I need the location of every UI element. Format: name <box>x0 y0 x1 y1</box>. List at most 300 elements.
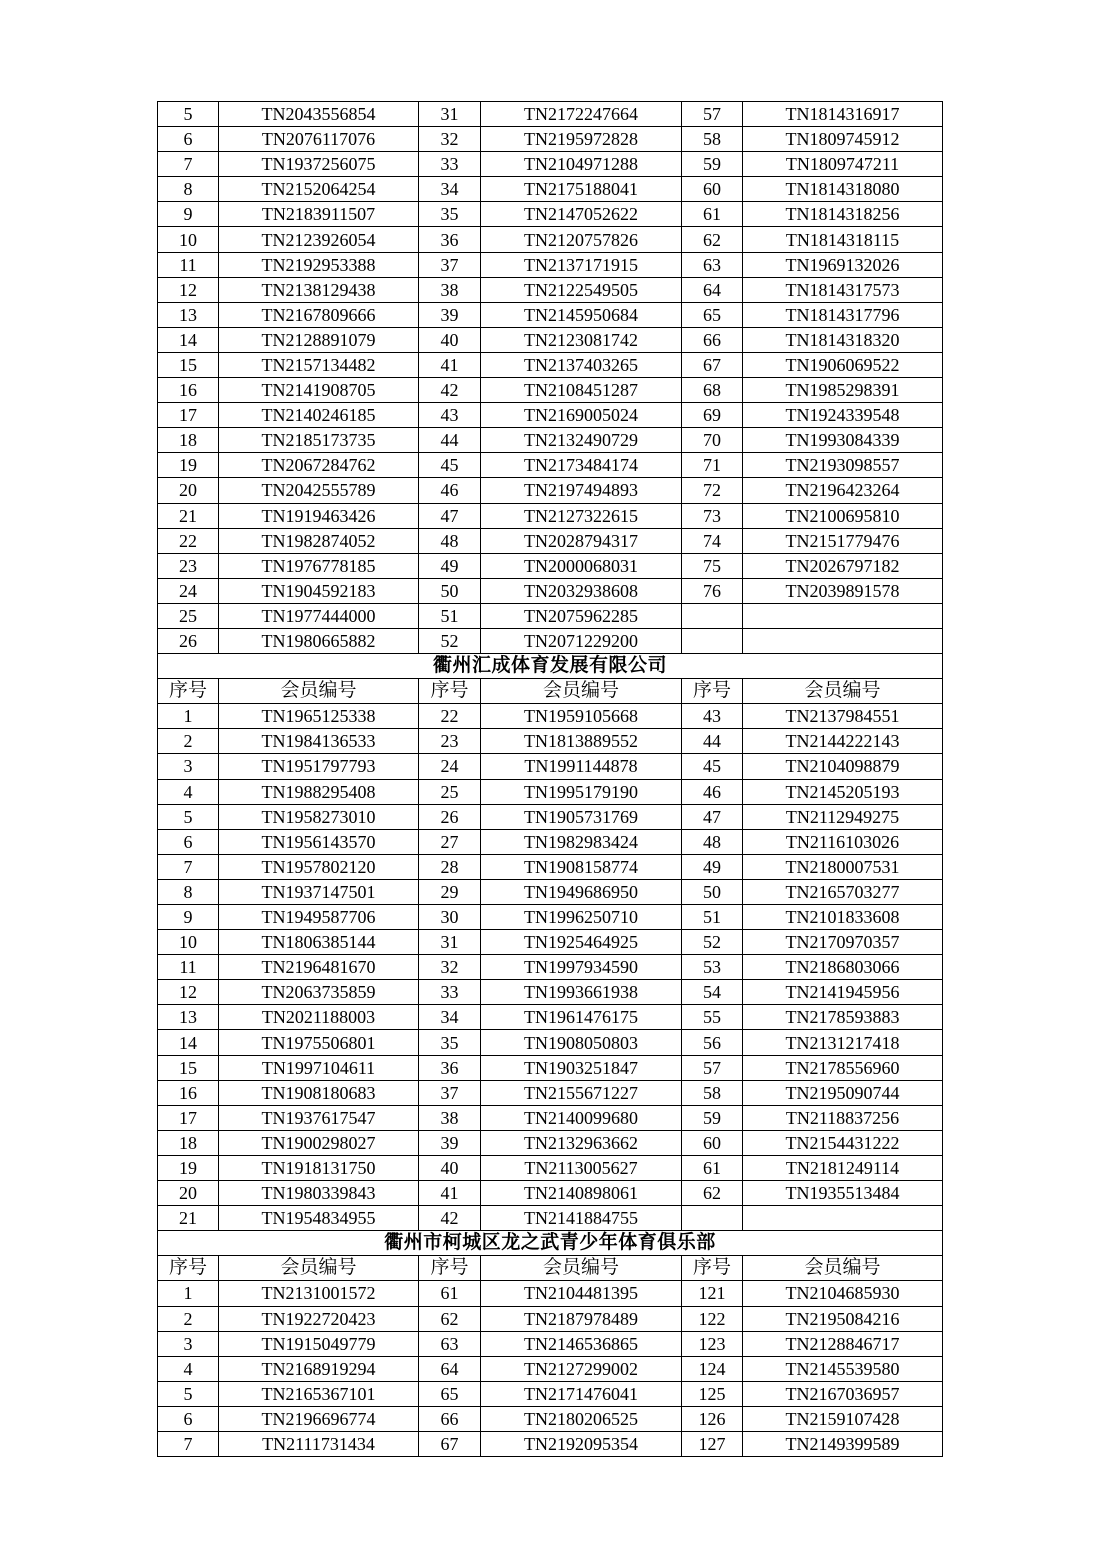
table-row <box>158 1431 943 1456</box>
member-id-cell: TN2192953388 <box>219 252 419 277</box>
seq-cell: 32 <box>419 127 481 152</box>
member-id-cell: TN2172247664 <box>481 102 682 127</box>
seq-cell: 11 <box>158 955 219 980</box>
seq-cell: 54 <box>682 980 743 1005</box>
member-id-cell: TN1814318115 <box>743 227 943 252</box>
member-id-cell: TN2192095354 <box>481 1431 682 1456</box>
member-id-cell: TN2140246185 <box>219 403 419 428</box>
member-id-cell: TN2137403265 <box>481 352 682 377</box>
member-id-cell: TN2104098879 <box>743 754 943 779</box>
section-title: 衢州汇成体育发展有限公司 <box>158 654 943 679</box>
member-id-cell: TN2067284762 <box>219 453 419 478</box>
member-id-cell: TN2168919294 <box>219 1356 419 1381</box>
seq-cell: 38 <box>419 1105 481 1130</box>
seq-cell: 3 <box>158 1331 219 1356</box>
seq-cell: 29 <box>419 879 481 904</box>
seq-cell: 51 <box>419 603 481 628</box>
member-id-cell: TN2157134482 <box>219 352 419 377</box>
seq-cell: 9 <box>158 202 219 227</box>
seq-cell: 36 <box>419 1055 481 1080</box>
table-row <box>158 829 943 854</box>
member-id-cell: TN2111731434 <box>219 1431 419 1456</box>
table-row <box>158 955 943 980</box>
member-id-cell: TN2170970357 <box>743 930 943 955</box>
seq-cell: 60 <box>682 177 743 202</box>
member-id-cell: TN1961476175 <box>481 1005 682 1030</box>
seq-cell: 14 <box>158 1030 219 1055</box>
seq-cell: 51 <box>682 905 743 930</box>
member-id-cell: TN1980665882 <box>219 628 419 653</box>
member-id-cell: TN2141908705 <box>219 378 419 403</box>
member-id-cell: TN2154431222 <box>743 1130 943 1155</box>
seq-header: 序号 <box>158 1256 219 1281</box>
member-id-cell: TN2028794317 <box>481 528 682 553</box>
seq-cell: 5 <box>158 804 219 829</box>
member-id-cell: TN2128846717 <box>743 1331 943 1356</box>
seq-cell: 23 <box>158 553 219 578</box>
member-id-header: 会员编号 <box>743 1256 943 1281</box>
seq-cell: 47 <box>682 804 743 829</box>
member-id-cell: TN2113005627 <box>481 1155 682 1180</box>
table-row <box>158 1030 943 1055</box>
seq-cell: 66 <box>682 327 743 352</box>
seq-cell: 41 <box>419 352 481 377</box>
member-id-cell: TN2141945956 <box>743 980 943 1005</box>
member-id-cell: TN2196481670 <box>219 955 419 980</box>
member-id-cell: TN2178593883 <box>743 1005 943 1030</box>
member-id-cell: TN2173484174 <box>481 453 682 478</box>
seq-cell: 1 <box>158 1281 219 1306</box>
seq-cell: 7 <box>158 152 219 177</box>
seq-cell: 25 <box>419 779 481 804</box>
member-id-cell: TN2104481395 <box>481 1281 682 1306</box>
member-id-cell: TN2149399589 <box>743 1431 943 1456</box>
table-row <box>158 252 943 277</box>
member-id-cell: TN2146536865 <box>481 1331 682 1356</box>
member-id-cell: TN2043556854 <box>219 102 419 127</box>
table-row <box>158 1331 943 1356</box>
seq-cell: 65 <box>682 302 743 327</box>
seq-cell: 1 <box>158 704 219 729</box>
member-id-cell: TN1908158774 <box>481 854 682 879</box>
seq-header: 序号 <box>419 679 481 704</box>
member-id-cell: TN1814318320 <box>743 327 943 352</box>
seq-cell: 4 <box>158 779 219 804</box>
seq-cell: 8 <box>158 879 219 904</box>
table-row <box>158 1206 943 1231</box>
seq-cell: 69 <box>682 403 743 428</box>
table-row <box>158 905 943 930</box>
seq-cell: 30 <box>419 905 481 930</box>
member-id-cell <box>743 1206 943 1231</box>
column-header-row <box>158 1256 943 1281</box>
member-id-cell: TN1991144878 <box>481 754 682 779</box>
seq-cell: 5 <box>158 1381 219 1406</box>
member-id-header: 会员编号 <box>219 679 419 704</box>
table-row <box>158 980 943 1005</box>
seq-cell: 24 <box>158 578 219 603</box>
member-id-cell: TN1937256075 <box>219 152 419 177</box>
member-id-cell: TN1814317573 <box>743 277 943 302</box>
seq-cell: 2 <box>158 1306 219 1331</box>
seq-cell: 33 <box>419 980 481 1005</box>
member-id-cell <box>743 603 943 628</box>
member-id-cell: TN1813889552 <box>481 729 682 754</box>
seq-cell: 62 <box>682 227 743 252</box>
member-id-cell: TN1965125338 <box>219 704 419 729</box>
table-row <box>158 1381 943 1406</box>
seq-cell: 10 <box>158 227 219 252</box>
seq-cell: 72 <box>682 478 743 503</box>
member-id-cell: TN1905731769 <box>481 804 682 829</box>
seq-cell: 45 <box>682 754 743 779</box>
member-id-cell: TN2140099680 <box>481 1105 682 1130</box>
seq-cell: 6 <box>158 1406 219 1431</box>
seq-cell: 18 <box>158 428 219 453</box>
seq-cell: 39 <box>419 302 481 327</box>
member-id-cell: TN1922720423 <box>219 1306 419 1331</box>
table-row <box>158 352 943 377</box>
member-id-cell: TN1937617547 <box>219 1105 419 1130</box>
seq-cell: 42 <box>419 1206 481 1231</box>
member-id-cell: TN2141884755 <box>481 1206 682 1231</box>
seq-cell: 40 <box>419 1155 481 1180</box>
member-id-cell: TN1919463426 <box>219 503 419 528</box>
seq-cell: 16 <box>158 378 219 403</box>
member-id-header: 会员编号 <box>219 1256 419 1281</box>
seq-cell: 68 <box>682 378 743 403</box>
seq-cell: 43 <box>419 403 481 428</box>
seq-cell: 49 <box>419 553 481 578</box>
seq-cell: 3 <box>158 754 219 779</box>
member-id-cell: TN2138129438 <box>219 277 419 302</box>
member-id-cell: TN1937147501 <box>219 879 419 904</box>
seq-cell: 57 <box>682 102 743 127</box>
seq-cell: 52 <box>682 930 743 955</box>
table-row <box>158 378 943 403</box>
member-id-cell: TN2118837256 <box>743 1105 943 1130</box>
seq-cell: 44 <box>682 729 743 754</box>
seq-cell: 56 <box>682 1030 743 1055</box>
seq-cell: 35 <box>419 202 481 227</box>
member-id-cell: TN1908180683 <box>219 1080 419 1105</box>
seq-cell: 50 <box>682 879 743 904</box>
member-id-cell: TN1995179190 <box>481 779 682 804</box>
seq-cell: 57 <box>682 1055 743 1080</box>
section-title-row <box>158 1231 943 1256</box>
seq-cell: 11 <box>158 252 219 277</box>
member-id-cell: TN2175188041 <box>481 177 682 202</box>
seq-cell: 20 <box>158 478 219 503</box>
member-id-cell: TN1814317796 <box>743 302 943 327</box>
seq-cell: 45 <box>419 453 481 478</box>
member-id-cell: TN1809745912 <box>743 127 943 152</box>
table-row <box>158 930 943 955</box>
table-row <box>158 202 943 227</box>
table-row <box>158 327 943 352</box>
member-id-cell: TN2180206525 <box>481 1406 682 1431</box>
seq-cell: 16 <box>158 1080 219 1105</box>
seq-cell: 64 <box>682 277 743 302</box>
member-id-cell: TN1980339843 <box>219 1181 419 1206</box>
seq-cell: 59 <box>682 152 743 177</box>
seq-cell: 35 <box>419 1030 481 1055</box>
member-id-cell: TN2108451287 <box>481 378 682 403</box>
seq-cell: 17 <box>158 1105 219 1130</box>
seq-cell: 63 <box>419 1331 481 1356</box>
seq-cell: 58 <box>682 1080 743 1105</box>
seq-cell: 17 <box>158 403 219 428</box>
table-row <box>158 1055 943 1080</box>
seq-cell: 15 <box>158 1055 219 1080</box>
seq-cell: 62 <box>419 1306 481 1331</box>
member-id-cell: TN2137984551 <box>743 704 943 729</box>
member-id-cell: TN2032938608 <box>481 578 682 603</box>
member-id-cell: TN2120757826 <box>481 227 682 252</box>
seq-cell: 14 <box>158 327 219 352</box>
member-registry-table <box>157 101 943 1457</box>
table-row <box>158 503 943 528</box>
seq-cell: 61 <box>682 1155 743 1180</box>
member-id-header: 会员编号 <box>481 1256 682 1281</box>
member-id-cell: TN2127322615 <box>481 503 682 528</box>
seq-cell: 65 <box>419 1381 481 1406</box>
seq-cell: 31 <box>419 102 481 127</box>
member-id-cell: TN1993661938 <box>481 980 682 1005</box>
seq-cell: 121 <box>682 1281 743 1306</box>
seq-cell: 6 <box>158 127 219 152</box>
seq-cell: 7 <box>158 854 219 879</box>
seq-cell: 19 <box>158 1155 219 1180</box>
seq-cell: 12 <box>158 980 219 1005</box>
member-id-cell: TN2159107428 <box>743 1406 943 1431</box>
seq-cell: 31 <box>419 930 481 955</box>
seq-cell: 43 <box>682 704 743 729</box>
seq-cell: 24 <box>419 754 481 779</box>
seq-cell: 64 <box>419 1356 481 1381</box>
seq-header: 序号 <box>682 679 743 704</box>
member-id-cell: TN2187978489 <box>481 1306 682 1331</box>
seq-cell: 50 <box>419 578 481 603</box>
seq-cell: 70 <box>682 428 743 453</box>
member-id-cell: TN1904592183 <box>219 578 419 603</box>
seq-cell: 73 <box>682 503 743 528</box>
seq-cell: 46 <box>419 478 481 503</box>
table-row <box>158 1130 943 1155</box>
member-id-cell: TN2042555789 <box>219 478 419 503</box>
member-id-cell: TN2183911507 <box>219 202 419 227</box>
seq-cell: 75 <box>682 553 743 578</box>
seq-cell: 2 <box>158 729 219 754</box>
seq-cell: 49 <box>682 854 743 879</box>
member-id-cell: TN1814318256 <box>743 202 943 227</box>
member-id-cell: TN2063735859 <box>219 980 419 1005</box>
member-id-cell: TN1925464925 <box>481 930 682 955</box>
seq-cell: 21 <box>158 1206 219 1231</box>
member-id-cell <box>743 628 943 653</box>
member-id-cell: TN1982983424 <box>481 829 682 854</box>
member-id-cell: TN1956143570 <box>219 829 419 854</box>
seq-cell: 76 <box>682 578 743 603</box>
seq-cell: 13 <box>158 302 219 327</box>
member-id-cell: TN2165367101 <box>219 1381 419 1406</box>
member-id-cell: TN2195972828 <box>481 127 682 152</box>
member-id-cell: TN2195090744 <box>743 1080 943 1105</box>
section-title: 衢州市柯城区龙之武青少年体育俱乐部 <box>158 1231 943 1256</box>
table-row <box>158 854 943 879</box>
table-row <box>158 528 943 553</box>
table-row <box>158 227 943 252</box>
member-id-cell: TN2132963662 <box>481 1130 682 1155</box>
seq-cell: 63 <box>682 252 743 277</box>
seq-header: 序号 <box>158 679 219 704</box>
seq-cell: 125 <box>682 1381 743 1406</box>
section-title-row <box>158 654 943 679</box>
seq-cell: 10 <box>158 930 219 955</box>
member-id-cell: TN1915049779 <box>219 1331 419 1356</box>
table-row <box>158 453 943 478</box>
seq-cell: 20 <box>158 1181 219 1206</box>
seq-cell: 22 <box>419 704 481 729</box>
member-id-cell: TN1903251847 <box>481 1055 682 1080</box>
seq-cell: 61 <box>682 202 743 227</box>
member-id-cell: TN1997934590 <box>481 955 682 980</box>
table-row <box>158 704 943 729</box>
seq-cell: 71 <box>682 453 743 478</box>
seq-cell: 4 <box>158 1356 219 1381</box>
member-id-cell: TN2165703277 <box>743 879 943 904</box>
member-id-cell: TN2196696774 <box>219 1406 419 1431</box>
table-row <box>158 879 943 904</box>
seq-cell: 21 <box>158 503 219 528</box>
member-id-cell: TN1985298391 <box>743 378 943 403</box>
table-row <box>158 277 943 302</box>
seq-cell: 27 <box>419 829 481 854</box>
member-id-cell: TN2137171915 <box>481 252 682 277</box>
seq-cell: 127 <box>682 1431 743 1456</box>
member-id-cell: TN2026797182 <box>743 553 943 578</box>
member-id-cell: TN2131001572 <box>219 1281 419 1306</box>
member-id-cell: TN2147052622 <box>481 202 682 227</box>
member-id-cell: TN2123926054 <box>219 227 419 252</box>
seq-cell: 36 <box>419 227 481 252</box>
seq-cell: 47 <box>419 503 481 528</box>
member-id-cell: TN1906069522 <box>743 352 943 377</box>
member-id-cell: TN2104971288 <box>481 152 682 177</box>
seq-cell: 58 <box>682 127 743 152</box>
member-id-cell: TN1809747211 <box>743 152 943 177</box>
member-id-cell: TN2167809666 <box>219 302 419 327</box>
seq-cell: 22 <box>158 528 219 553</box>
member-id-cell: TN2116103026 <box>743 829 943 854</box>
member-id-cell: TN2131217418 <box>743 1030 943 1055</box>
table-row <box>158 1155 943 1180</box>
table-row <box>158 1281 943 1306</box>
table-row <box>158 403 943 428</box>
seq-cell: 59 <box>682 1105 743 1130</box>
member-id-cell: TN2000068031 <box>481 553 682 578</box>
seq-cell: 60 <box>682 1130 743 1155</box>
seq-cell: 26 <box>158 628 219 653</box>
member-id-cell: TN2104685930 <box>743 1281 943 1306</box>
member-id-cell: TN1924339548 <box>743 403 943 428</box>
member-id-cell: TN1949587706 <box>219 905 419 930</box>
seq-cell: 37 <box>419 252 481 277</box>
seq-cell: 66 <box>419 1406 481 1431</box>
member-id-cell: TN1957802120 <box>219 854 419 879</box>
member-id-cell: TN1900298027 <box>219 1130 419 1155</box>
seq-cell: 18 <box>158 1130 219 1155</box>
member-id-cell: TN2185173735 <box>219 428 419 453</box>
seq-cell: 52 <box>419 628 481 653</box>
member-id-cell: TN2122549505 <box>481 277 682 302</box>
table-row <box>158 553 943 578</box>
table-row <box>158 729 943 754</box>
member-id-cell: TN2169005024 <box>481 403 682 428</box>
table-row <box>158 779 943 804</box>
member-id-cell: TN2178556960 <box>743 1055 943 1080</box>
table-row <box>158 1181 943 1206</box>
member-id-cell: TN1959105668 <box>481 704 682 729</box>
seq-cell: 55 <box>682 1005 743 1030</box>
seq-cell: 33 <box>419 152 481 177</box>
table-row <box>158 177 943 202</box>
table-row <box>158 152 943 177</box>
seq-cell: 19 <box>158 453 219 478</box>
member-id-cell: TN1997104611 <box>219 1055 419 1080</box>
seq-cell: 126 <box>682 1406 743 1431</box>
seq-cell <box>682 603 743 628</box>
member-id-cell: TN2195084216 <box>743 1306 943 1331</box>
member-id-cell: TN1918131750 <box>219 1155 419 1180</box>
table-row <box>158 1080 943 1105</box>
seq-cell: 5 <box>158 102 219 127</box>
seq-cell: 9 <box>158 905 219 930</box>
table-row <box>158 102 943 127</box>
seq-cell: 124 <box>682 1356 743 1381</box>
seq-cell: 28 <box>419 854 481 879</box>
member-id-cell: TN1935513484 <box>743 1181 943 1206</box>
seq-cell: 40 <box>419 327 481 352</box>
table-row <box>158 302 943 327</box>
seq-cell: 38 <box>419 277 481 302</box>
member-id-cell: TN2071229200 <box>481 628 682 653</box>
member-id-cell: TN2039891578 <box>743 578 943 603</box>
member-id-cell: TN2112949275 <box>743 804 943 829</box>
table-row <box>158 628 943 653</box>
table-row <box>158 603 943 628</box>
seq-cell: 13 <box>158 1005 219 1030</box>
seq-cell: 46 <box>682 779 743 804</box>
seq-cell: 67 <box>419 1431 481 1456</box>
member-id-cell: TN1806385144 <box>219 930 419 955</box>
member-id-cell: TN1975506801 <box>219 1030 419 1055</box>
table-row <box>158 1105 943 1130</box>
column-header-row <box>158 679 943 704</box>
member-id-cell: TN2171476041 <box>481 1381 682 1406</box>
seq-header: 序号 <box>682 1256 743 1281</box>
member-id-cell: TN2145539580 <box>743 1356 943 1381</box>
seq-cell: 12 <box>158 277 219 302</box>
table-row <box>158 804 943 829</box>
table-row <box>158 1005 943 1030</box>
seq-cell: 44 <box>419 428 481 453</box>
seq-cell: 48 <box>419 528 481 553</box>
seq-cell: 15 <box>158 352 219 377</box>
seq-cell <box>682 628 743 653</box>
seq-cell: 34 <box>419 177 481 202</box>
member-id-cell: TN1958273010 <box>219 804 419 829</box>
